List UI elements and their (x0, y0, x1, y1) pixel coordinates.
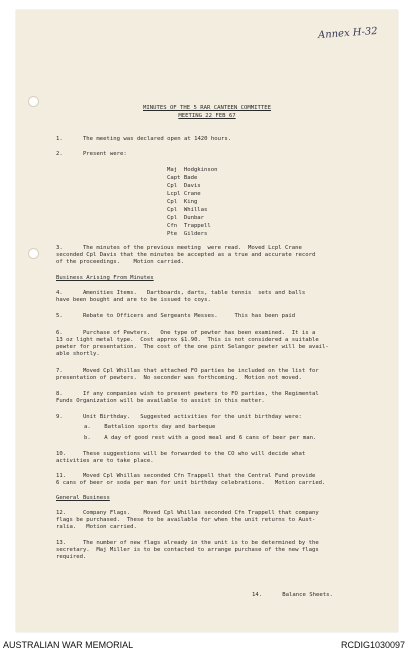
archive-reference: RCDIG1030097 (340, 640, 405, 650)
attendee: Cpl Whillas (167, 207, 208, 213)
attendee: Capt Bade (167, 175, 198, 181)
minutes-title: MINUTES OF THE 5 RAR CANTEEN COMMITTEE (143, 105, 271, 111)
item-6-line: 6. Purchase of Pewters. One type of pewter has been examined. It is a (56, 330, 316, 336)
item-12-line: 12. Company Flags. Moved Cpl Whillas seconded Cfn Trappell that company (56, 510, 319, 516)
meeting-date: MEETING 22 FEB 67 (178, 113, 236, 119)
item-13-line: 13. The number of new flags already in the unit is to be determined by the (56, 540, 319, 546)
item-9: 9. Unit Birthday. Suggested activities for the unit birthday were: (56, 414, 302, 420)
archive-credit: AUSTRALIAN WAR MEMORIAL (3, 640, 134, 650)
item-7-line: 7. Moved Cpl Whillas that attached FO parties be included on the list for (56, 368, 319, 374)
item-6-line: able shortly. (56, 351, 100, 357)
item-6-line: pewter for presentation. The cost of the one pint Selangor pewter will be avail- (56, 344, 329, 350)
item-1: 1. The meeting was declared open at 1420 hours. (56, 136, 232, 142)
attendee: Cpl Davis (167, 183, 201, 189)
document-page (16, 10, 398, 632)
item-4-line: have been bought and are to be issued to coys. (56, 297, 211, 303)
item-13-line: secretary. Maj Miller is to be contacted to arrange purchase of the new flags (56, 547, 319, 553)
item-2: 2. Present were: (56, 151, 127, 157)
item-9a: a. Battalion sports day and barbeque (84, 424, 216, 430)
item-4-line: 4. Amenities Items. Dartboards, darts, table tennis sets and balls (56, 290, 306, 296)
item-3-line: of the proceedings. Motion carried. (56, 259, 184, 265)
attendee: Cfn Trappell (167, 223, 211, 229)
item-10-line: activities are to take place. (56, 458, 154, 464)
attendee: Cpl Dunbar (167, 215, 205, 221)
punch-hole (28, 248, 39, 259)
item-13-line: required. (56, 554, 87, 560)
attendee: Pte Gilders (167, 231, 208, 237)
item-7-line: presentation of pewters. No seconder was forthcoming. Motion not moved. (56, 375, 302, 381)
item-11-line: 6 cans of beer or soda per man for unit birthday celebrations. Motion carried. (56, 480, 326, 486)
item-12-line: ralia. Motion carried. (56, 524, 137, 530)
item-10-line: 10. These suggestions will be forwarded to the CO who will decide what (56, 451, 306, 457)
handwritten-annotation: Annex H-32 (318, 25, 379, 42)
item-8-line: 8. If any companies wish to present pewters to FO parties, the Regimental (56, 391, 319, 397)
item-3-line: 3. The minutes of the previous meeting were read. Moved Lcpl Crane (56, 245, 302, 251)
item-14: 14. Balance Sheets. (252, 592, 333, 598)
item-12-line: flags be purchased. These to be available for when the unit returns to Aust- (56, 517, 316, 523)
item-9b: b. A day of good rest with a good meal and 6 cans of beer per man. (84, 435, 317, 441)
item-5: 5. Rebate to Officers and Sergeants Messes. This has been paid (56, 313, 296, 319)
attendee: Cpl King (167, 199, 198, 205)
item-3-line: seconded Cpl Davis that the minutes be accepted as a true and accurate record (56, 252, 316, 258)
attendee: Maj Hodgkinson (167, 167, 218, 173)
item-6-line: 13 oz light metal type. Cost approx $1.90. This is not considered a suitable (56, 337, 319, 343)
attendee: Lcpl Crane (167, 191, 201, 197)
heading-general-business: General Business (56, 495, 110, 501)
item-8-line: Funds Organization will be available to assist in this matter. (56, 398, 265, 404)
heading-business-arising: Business Arising From Minutes (56, 275, 154, 281)
item-11-line: 11. Moved Cpl Whillas seconded Cfn Trappell that the Central Fund provide (56, 473, 316, 479)
